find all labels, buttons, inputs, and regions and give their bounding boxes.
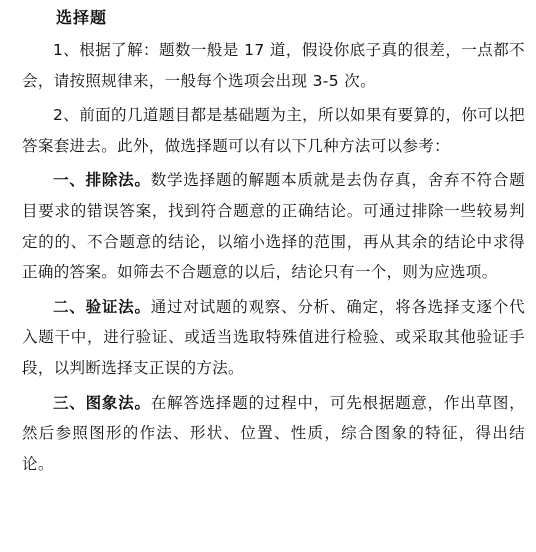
paragraph-2	[22, 100, 525, 161]
paragraph-graph-method	[22, 388, 525, 480]
verification-method-text: 通过对试题的观察、分析、确定，将各选择支逐个代入题干中，进行验证、或适当选取特殊值进行检验、或采取其他验证手段，以判断选择支正误的方法。	[22, 297, 525, 377]
elimination-method-heading: 一、排除法。	[53, 171, 151, 190]
graph-method-heading: 三、图象法。	[53, 393, 151, 412]
document-body	[22, 0, 525, 479]
paragraph-1	[22, 35, 525, 96]
paragraph-1-text: 1、根据了解：题数一般是 17 道，假设你底子真的很差，一点都不会，请按照规律来，一般每个选项会出现 3-5 次。	[22, 41, 525, 90]
section-heading: 选择题	[56, 8, 108, 27]
paragraph-2-text: 2、前面的几道题目都是基础题为主，所以如果有要算的，你可以把答案套进去。此外，做选择题可以有以下几种方法可以参考：	[22, 106, 525, 155]
elimination-method-text: 数学选择题的解题本质就是去伪存真，舍弃不符合题目要求的错误答案，找到符合题意的正确结论。可通过排除一些较易判定的的、不合题意的结论，以缩小选择的范围，再从其余的结论中求得正确的答案。如筛去不合题意的以后，结论只有一个，则为应选项。	[22, 171, 525, 282]
graph-method-text: 在解答选择题的过程中，可先根据题意，作出草图，然后参照图形的作法、形状、位置、性质，综合图象的特征，得出结论。	[22, 393, 525, 473]
paragraph-elimination-method	[22, 165, 525, 287]
verification-method-heading: 二、验证法。	[53, 297, 151, 316]
paragraph-verification-method	[22, 292, 525, 384]
